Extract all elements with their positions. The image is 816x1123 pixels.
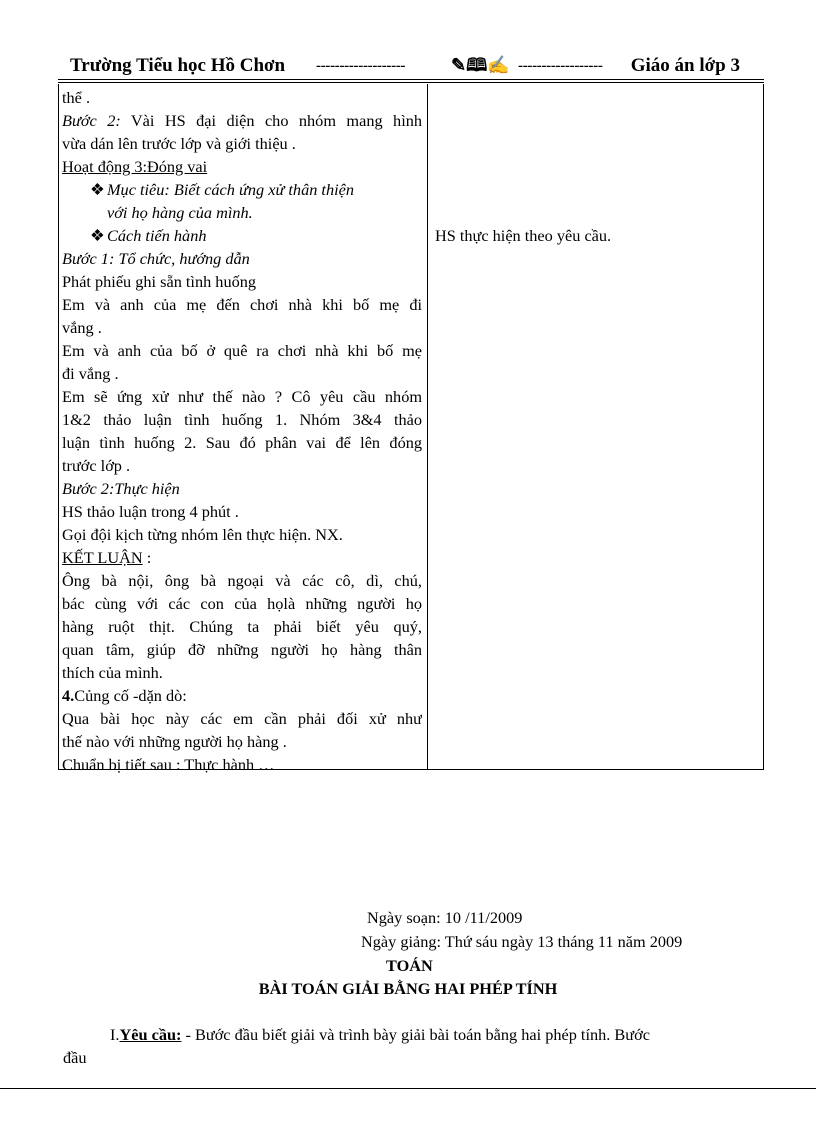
- bullet-item: [62, 224, 422, 247]
- text-line: với họ hàng của mình.: [107, 203, 253, 222]
- header-dashes-right: ------------------: [518, 58, 603, 74]
- text-line: thích của mình.: [62, 663, 163, 682]
- activity-heading: Hoạt động 3:Đóng vai: [62, 157, 208, 176]
- requirements-continuation: đầu: [63, 1048, 87, 1067]
- text-line: HS thực hiện theo yêu cầu.: [435, 226, 612, 245]
- bullet-text: Mục tiêu: Biết cách ứng xử thân thiện: [107, 180, 354, 199]
- requirements-label: Yêu cầu:: [119, 1025, 182, 1044]
- diamond-bullet-icon: ❖: [90, 180, 105, 199]
- preparation-date: Ngày soạn: 10 /11/2009: [367, 908, 523, 927]
- text-line: vừa dán lên trước lớp và giới thiệu .: [62, 134, 296, 153]
- requirements-prefix: I.: [110, 1025, 120, 1044]
- book-ornament-icon: ✎🕮✍: [451, 55, 510, 75]
- diamond-bullet-icon: ❖: [90, 226, 105, 245]
- text-line: trước lớp .: [62, 456, 131, 475]
- text-line: Em sẽ ứng xử như thế nào ? Cô yêu cầu nhóm: [62, 387, 422, 406]
- step-label: Bước 2:Thực hiện: [62, 479, 180, 498]
- conclusion-colon: :: [142, 548, 152, 567]
- text-line: [62, 109, 422, 132]
- header-rule-thin: [58, 82, 764, 83]
- lesson-title: BÀI TOÁN GIẢI BẰNG HAI PHÉP TÍNH: [258, 979, 558, 998]
- step-label: Bước 1: Tổ chức, hướng dẫn: [62, 249, 250, 268]
- text-line: quan tâm, giúp đỡ những người họ hàng thân: [62, 640, 422, 659]
- text-line: thế nào với những người họ hàng .: [62, 732, 287, 751]
- section-title: Củng cố -dặn dò:: [74, 686, 187, 705]
- text-line: Phát phiếu ghi sẵn tình huống: [62, 272, 257, 291]
- class-label: Giáo án lớp 3: [630, 55, 740, 76]
- text-line: Em và anh của mẹ đến chơi nhà khi bố mẹ đi: [62, 295, 422, 314]
- page-header: [70, 53, 750, 79]
- text-line: Qua bài học này các em cần phải đối xử như: [62, 709, 422, 728]
- teacher-activity-column: [62, 86, 422, 776]
- text-line: 1&2 thảo luận tình huống 1. Nhóm 3&4 thảo: [62, 410, 422, 429]
- text-line: luận tình huống 2. Sau đó phân vai để lên đóng: [62, 433, 422, 452]
- footer-rule: [0, 1088, 816, 1089]
- text-line: Chuẩn bị tiết sau : Thực hành …: [62, 755, 275, 774]
- bullet-item: [62, 178, 422, 201]
- text-line: đi vắng .: [62, 364, 119, 383]
- text-line: vắng .: [62, 318, 102, 337]
- school-name: Trường Tiểu học Hồ Chơn: [70, 55, 286, 76]
- text-line: Ông bà nội, ông bà ngoại và các cô, dì, chú,: [62, 571, 422, 590]
- text-line: HS thảo luận trong 4 phút .: [62, 502, 239, 521]
- text-line: Em và anh của bố ở quê ra chơi nhà khi bố mẹ: [62, 341, 422, 360]
- table-column-divider: [427, 84, 428, 770]
- header-dashes-left: -------------------: [316, 58, 406, 74]
- section-number: 4.: [62, 686, 75, 705]
- step-label: Bước 2:: [62, 111, 121, 130]
- text-line: bác cùng với các con của họlà những người họ: [62, 594, 422, 613]
- text-line: Gọi đội kịch từng nhóm lên thực hiện. NX.: [62, 525, 343, 544]
- header-rule: [58, 79, 764, 80]
- student-activity-column: [435, 224, 611, 247]
- step-text: Vài HS đại diện cho nhóm mang hình: [120, 111, 422, 130]
- text-line: thể .: [62, 88, 91, 107]
- bullet-text: Cách tiến hành: [107, 226, 207, 245]
- section-heading: [62, 684, 422, 707]
- requirements-line: [110, 1025, 650, 1045]
- conclusion-label: KẾT LUẬN: [62, 548, 143, 567]
- text-line: hàng ruột thịt. Chúng ta phải biết yêu quý,: [62, 617, 422, 636]
- conclusion-heading: [62, 546, 422, 569]
- teaching-date: Ngày giảng: Thứ sáu ngày 13 tháng 11 năm 2009: [361, 932, 683, 951]
- subject-title: TOÁN: [386, 956, 433, 975]
- requirements-text: - Bước đầu biết giải và trình bày giải bài toán bằng hai phép tính. Bước: [181, 1025, 650, 1044]
